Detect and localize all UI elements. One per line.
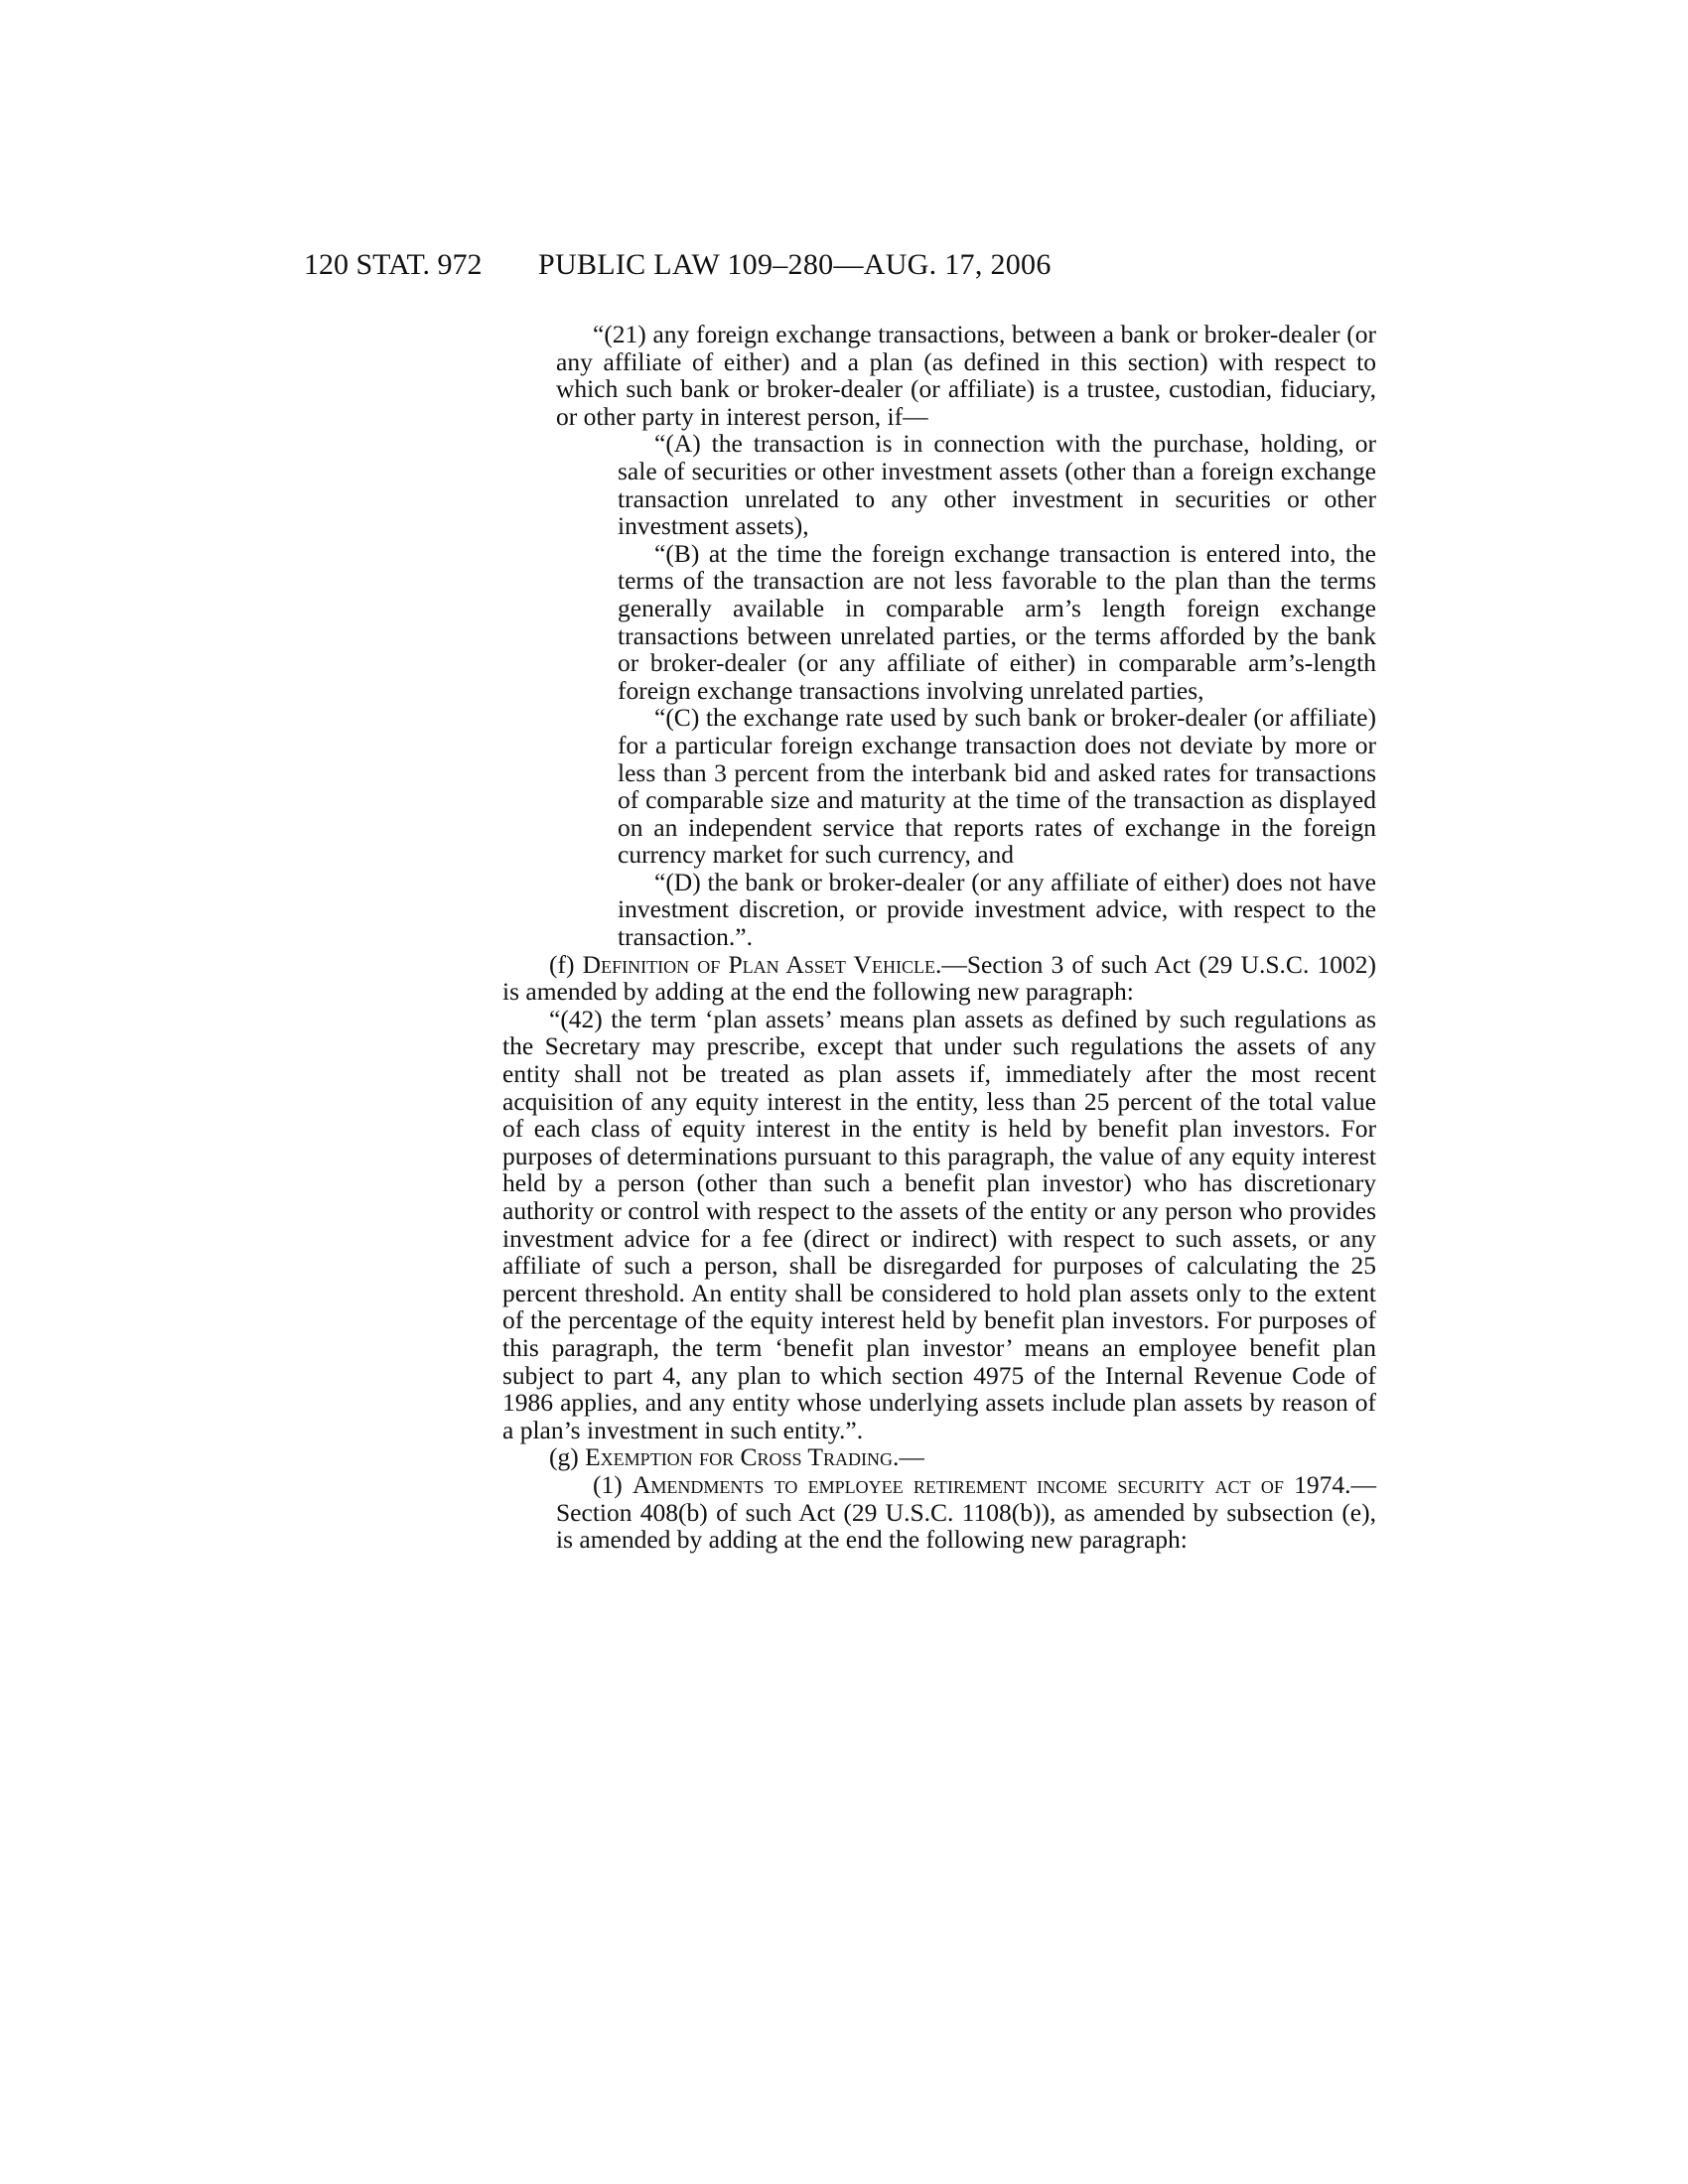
paragraph-42: “(42) the term ‘plan assets’ means plan assets as defined by such regulations as the Secretary may prescribe, except that under such regulations the assets of any entity shall not be treated as plan assets if, immediately after the most recent acquisition of any equity interest in the entity, less than 25 percent of the total value of each class of equity interest in the entity is held by benefit plan investors. For purposes of determinations pursuant to this paragraph, the value of any equity interest held by a person (other than such a benefit plan investor) who has discretionary authority or control with respect to the assets of the entity or any person who provides investment advice for a fee (direct or indirect) with respect to such assets, or any affiliate of such a person, shall be disregarded for purposes of calculating the 25 percent threshold. An entity shall be considered to hold plan assets only to the extent of the percentage of the equity interest held by benefit plan investors. For purposes of this paragraph, the term ‘benefit plan investor’ means an employee benefit plan subject to part 4, any plan to which section 4975 of the Internal Revenue Code of 1986 applies, and any entity whose underlying assets include plan assets by reason of a plan’s investment in such entity.”. [502,1004,1376,1444]
paragraph-g1-heading: Amendments to employee retirement income security act of 1974. [633,1469,1351,1499]
page-body [0,321,1688,1554]
subsection-f-label: (f) [549,949,583,979]
subparagraph-b: “(B) at the time the foreign exchange transaction is entered into, the terms of the transaction are not less favorable to the plan than the terms generally available in comparable arm’s length foreign exchange transactions between unrelated parties, or the terms afforded by the bank or broker-dealer (or any affiliate of either) in comparable arm’s-length foreign exchange transactions involving unrelated parties, [618,538,1376,705]
subsection-f-text: —Section 3 of such Act (29 U.S.C. 1002) is amended by adding at the end the following new paragraph: [502,949,1376,1007]
subparagraph-c: “(C) the exchange rate used by such bank or broker-dealer (or affiliate) for a particular foreign exchange transaction does not deviate by more or less than 3 percent from the interbank bid and asked rates for transactions of comparable size and maturity at the time of the transaction as displayed on an independent service that reports rates of exchange in the foreign currency market for such currency, and [618,703,1376,870]
paragraph-g1-text: —Section 408(b) of such Act (29 U.S.C. 1108(b)), as amended by subsection (e), is amended by adding at the end the following new paragraph: [556,1469,1376,1555]
subsection-f-heading: Definition of Plan Asset Vehicle. [582,949,942,979]
subparagraph-d: “(D) the bank or broker-dealer (or any affiliate of either) does not have investment discretion, or provide investment advice, with respect to the transaction.”. [618,867,1376,952]
running-title: PUBLIC LAW 109–280—AUG. 17, 2006 [538,248,1052,281]
statute-reference: 120 STAT. 972 [304,248,483,281]
subsection-g-heading: Exemption for Cross Trading.— [585,1442,924,1472]
page-header [0,248,1688,288]
paragraph-g1 [556,1471,1376,1554]
subsection-g [502,1443,1376,1471]
paragraph-21: “(21) any foreign exchange transactions, between a bank or broker-dealer (or any affiliate of either) and a plan (as defined in this section) with respect to which such bank or broker-dealer (or affiliate) is a trustee, custodian, fiduciary, or other party in interest person, if— [556,320,1376,431]
subsection-g-label: (g) [549,1442,586,1472]
paragraph-g1-label: (1) [593,1469,633,1499]
subsection-f [502,951,1376,1006]
subparagraph-a: “(A) the transaction is in connection with the purchase, holding, or sale of securities or other investment assets (other than a foreign exchange transaction unrelated to any other investment in securities or other investment assets), [618,429,1376,541]
